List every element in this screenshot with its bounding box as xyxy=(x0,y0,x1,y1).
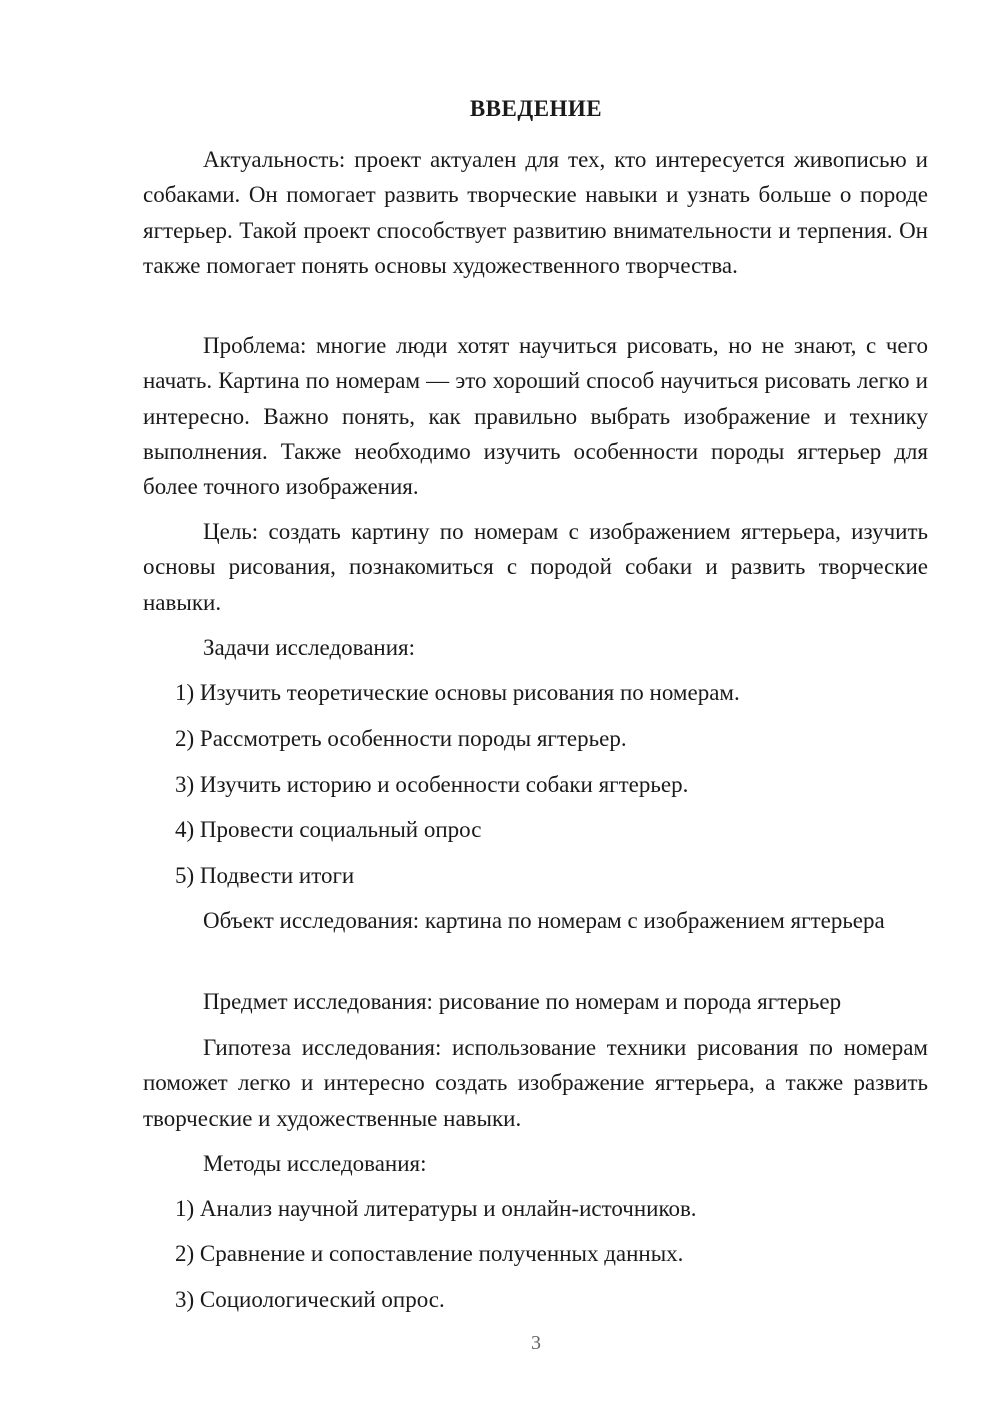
task-item-3: 3) Изучить историю и особенности собаки ягтерьер. xyxy=(175,772,689,797)
methods-heading: Методы исследования: xyxy=(203,1151,427,1176)
task-item-1: 1) Изучить теоретические основы рисования по номерам. xyxy=(175,680,740,705)
method-item-1: 1) Анализ научной литературы и онлайн-источников. xyxy=(175,1196,697,1221)
page-number: 3 xyxy=(531,1332,541,1354)
subject-paragraph: Предмет исследования: рисование по номерам и порода ягтерьер xyxy=(203,989,842,1014)
task-item-2: 2) Рассмотреть особенности породы ягтерьер. xyxy=(175,726,627,751)
hypothesis-paragraph: Гипотеза исследования: использование техники рисования по номерам поможет легко и интересно создать изображение ягтерьера, а также развить творческие и художественные навыки. xyxy=(143,1035,928,1131)
relevance-paragraph: Актуальность: проект актуален для тех, кто интересуется живописью и собаками. Он помогает развить творческие навыки и узнать больше о породе ягтерьер. Такой проект способствует развитию внимательности и терпения. Он также помогает понять основы художественного творчества. xyxy=(143,147,928,278)
problem-paragraph: Проблема: многие люди хотят научиться рисовать, но не знают, с чего начать. Картина по номерам — это хороший способ научиться рисовать легко и интересно. Важно понять, как правильно выбрать изображение и технику выполнения. Также необходимо изучить особенности породы ягтерьер для более точного изображения. xyxy=(143,333,928,500)
object-paragraph: Объект исследования: картина по номерам с изображением ягтерьера xyxy=(203,908,885,933)
goal-paragraph: Цель: создать картину по номерам с изображением ягтерьера, изучить основы рисования, познакомиться с породой собаки и развить творческие навыки. xyxy=(143,519,928,615)
task-item-4: 4) Провести социальный опрос xyxy=(175,817,482,842)
task-item-5: 5) Подвести итоги xyxy=(175,863,355,888)
tasks-heading: Задачи исследования: xyxy=(203,635,416,660)
method-item-3: 3) Социологический опрос. xyxy=(175,1287,445,1312)
method-item-2: 2) Сравнение и сопоставление полученных данных. xyxy=(175,1241,684,1266)
section-title: ВВЕДЕНИЕ xyxy=(469,96,603,121)
